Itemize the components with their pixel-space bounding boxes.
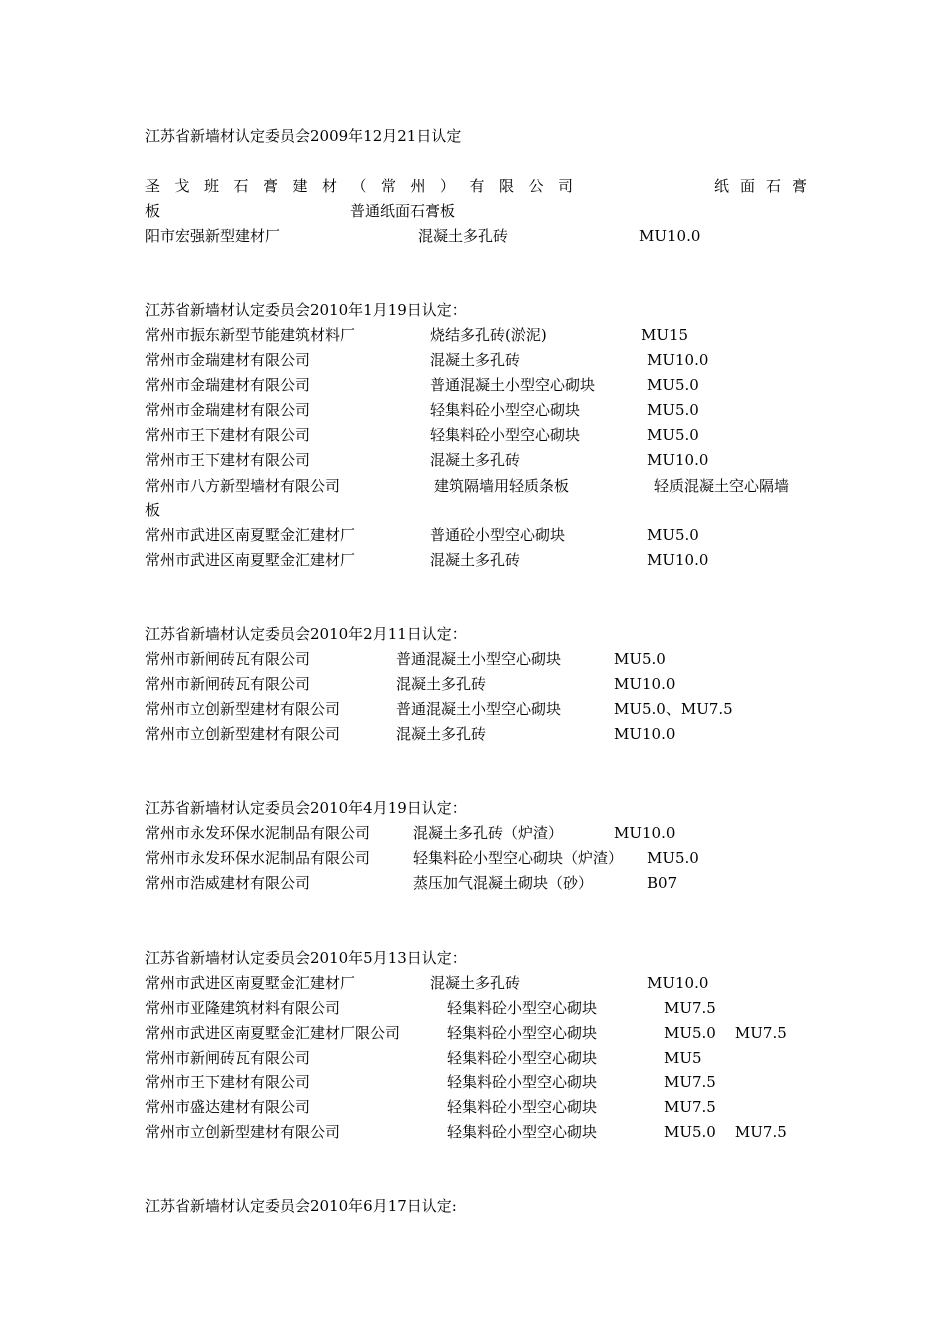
company-cell: 常州市浩威建材有限公司	[145, 874, 311, 892]
grade-cell: MU10.0	[614, 675, 676, 693]
company-cell: 常州市立创新型建材有限公司	[145, 1123, 341, 1141]
grade-cell: B07	[647, 874, 678, 892]
company-cell: 阳市宏强新型建材厂	[145, 227, 281, 245]
product-cell: 混凝土多孔砖	[430, 451, 521, 469]
grade-cell: MU5	[664, 1049, 702, 1067]
company-cell: 板	[145, 501, 161, 519]
company-cell: 常州市王下建材有限公司	[145, 1073, 311, 1091]
company-cell: 常州市武进区南夏墅金汇建材厂	[145, 551, 356, 569]
grade-cell: MU10.0	[647, 351, 709, 369]
grade-cell: MU5.0 MU7.5	[664, 1024, 787, 1042]
company-cell: 常州市八方新型墙材有限公司	[145, 477, 341, 495]
company-cell: 常州市金瑞建材有限公司	[145, 351, 311, 369]
company-cell: 常州市永发环保水泥制品有限公司	[145, 824, 371, 842]
product-cell: 烧结多孔砖(淤泥)	[430, 326, 547, 344]
grade-cell: MU5.0、MU7.5	[614, 700, 733, 718]
product-cell: 混凝土多孔砖（炉渣）	[413, 824, 564, 842]
grade-cell: MU10.0	[647, 551, 709, 569]
company-cell: 圣戈班石膏建材（常州）有限公司	[145, 177, 588, 195]
company-cell: 常州市盛达建材有限公司	[145, 1098, 311, 1116]
product-cell: 轻集料砼小型空心砌块	[447, 999, 598, 1017]
product-cell: 混凝土多孔砖	[430, 974, 521, 992]
product-cell: 普通混凝土小型空心砌块	[396, 650, 562, 668]
section-header: 江苏省新墙材认定委员会2010年6月17日认定:	[145, 1197, 457, 1215]
grade-cell: MU7.5	[664, 1073, 716, 1091]
grade-cell: MU5.0	[614, 650, 666, 668]
grade-cell: MU5.0	[647, 426, 699, 444]
product-cell: 轻集料砼小型空心砌块	[430, 426, 581, 444]
grade-cell: MU5.0 MU7.5	[664, 1123, 787, 1141]
grade-cell: MU7.5	[664, 1098, 716, 1116]
company-cell: 常州市王下建材有限公司	[145, 451, 311, 469]
product-cell: 轻集料砼小型空心砌块	[430, 401, 581, 419]
section-header: 江苏省新墙材认定委员会2010年2月11日认定：	[145, 625, 467, 643]
product-cell: 普通纸面石膏板	[350, 202, 456, 220]
grade-cell: MU10.0	[614, 824, 676, 842]
product-cell: 轻集料砼小型空心砌块	[447, 1073, 598, 1091]
grade-cell: MU5.0	[647, 401, 699, 419]
section-header: 江苏省新墙材认定委员会2010年4月19日认定：	[145, 799, 467, 817]
grade-cell: MU10.0	[647, 451, 709, 469]
company-cell: 常州市新闸砖瓦有限公司	[145, 1049, 311, 1067]
product-cell: 轻集料砼小型空心砌块	[447, 1123, 598, 1141]
product-cell: 混凝土多孔砖	[430, 551, 521, 569]
company-cell: 常州市立创新型建材有限公司	[145, 725, 341, 743]
section-header: 江苏省新墙材认定委员会2009年12月21日认定	[145, 127, 462, 145]
product-cell: 普通混凝土小型空心砌块	[396, 700, 562, 718]
grade-cell: MU5.0	[647, 526, 699, 544]
company-cell: 常州市永发环保水泥制品有限公司	[145, 849, 371, 867]
product-cell: 轻集料砼小型空心砌块	[447, 1049, 598, 1067]
product-cell: 轻集料砼小型空心砌块（炉渣）	[413, 849, 624, 867]
company-cell: 常州市新闸砖瓦有限公司	[145, 675, 311, 693]
grade-cell: MU7.5	[664, 999, 716, 1017]
product-cell: 混凝土多孔砖	[396, 725, 487, 743]
company-cell: 常州市振东新型节能建筑材料厂	[145, 326, 356, 344]
product-cell: 普通砼小型空心砌块	[430, 526, 566, 544]
product-cell: 建筑隔墙用轻质条板	[434, 477, 570, 495]
grade-cell: MU10.0	[639, 227, 701, 245]
product-cell: 普通混凝土小型空心砌块	[430, 376, 596, 394]
section-header: 江苏省新墙材认定委员会2010年5月13日认定：	[145, 949, 467, 967]
grade-cell: MU10.0	[647, 974, 709, 992]
grade-cell: MU15	[641, 326, 689, 344]
company-cell: 常州市金瑞建材有限公司	[145, 376, 311, 394]
product-cell: 轻集料砼小型空心砌块	[447, 1098, 598, 1116]
grade-cell: MU5.0	[647, 849, 699, 867]
section-header: 江苏省新墙材认定委员会2010年1月19日认定：	[145, 301, 467, 319]
company-cell: 常州市武进区南夏墅金汇建材厂	[145, 974, 356, 992]
company-cell: 常州市王下建材有限公司	[145, 426, 311, 444]
grade-cell: MU5.0	[647, 376, 699, 394]
product-cell: 混凝土多孔砖	[430, 351, 521, 369]
product-cell: 轻集料砼小型空心砌块	[447, 1024, 598, 1042]
product-cell: 蒸压加气混凝土砌块（砂）	[413, 874, 594, 892]
company-cell: 常州市武进区南夏墅金汇建材厂限公司	[145, 1024, 401, 1042]
company-cell: 常州市立创新型建材有限公司	[145, 700, 341, 718]
company-cell: 常州市武进区南夏墅金汇建材厂	[145, 526, 356, 544]
product-cell: 混凝土多孔砖	[396, 675, 487, 693]
grade-cell: 轻质混凝土空心隔墙	[654, 477, 790, 495]
product-cell: 混凝土多孔砖	[418, 227, 509, 245]
company-cell: 板	[145, 202, 161, 220]
grade-cell: MU10.0	[614, 725, 676, 743]
company-cell: 常州市亚隆建筑材料有限公司	[145, 999, 341, 1017]
company-cell: 常州市金瑞建材有限公司	[145, 401, 311, 419]
product-cell: 纸面石膏	[714, 177, 819, 195]
company-cell: 常州市新闸砖瓦有限公司	[145, 650, 311, 668]
